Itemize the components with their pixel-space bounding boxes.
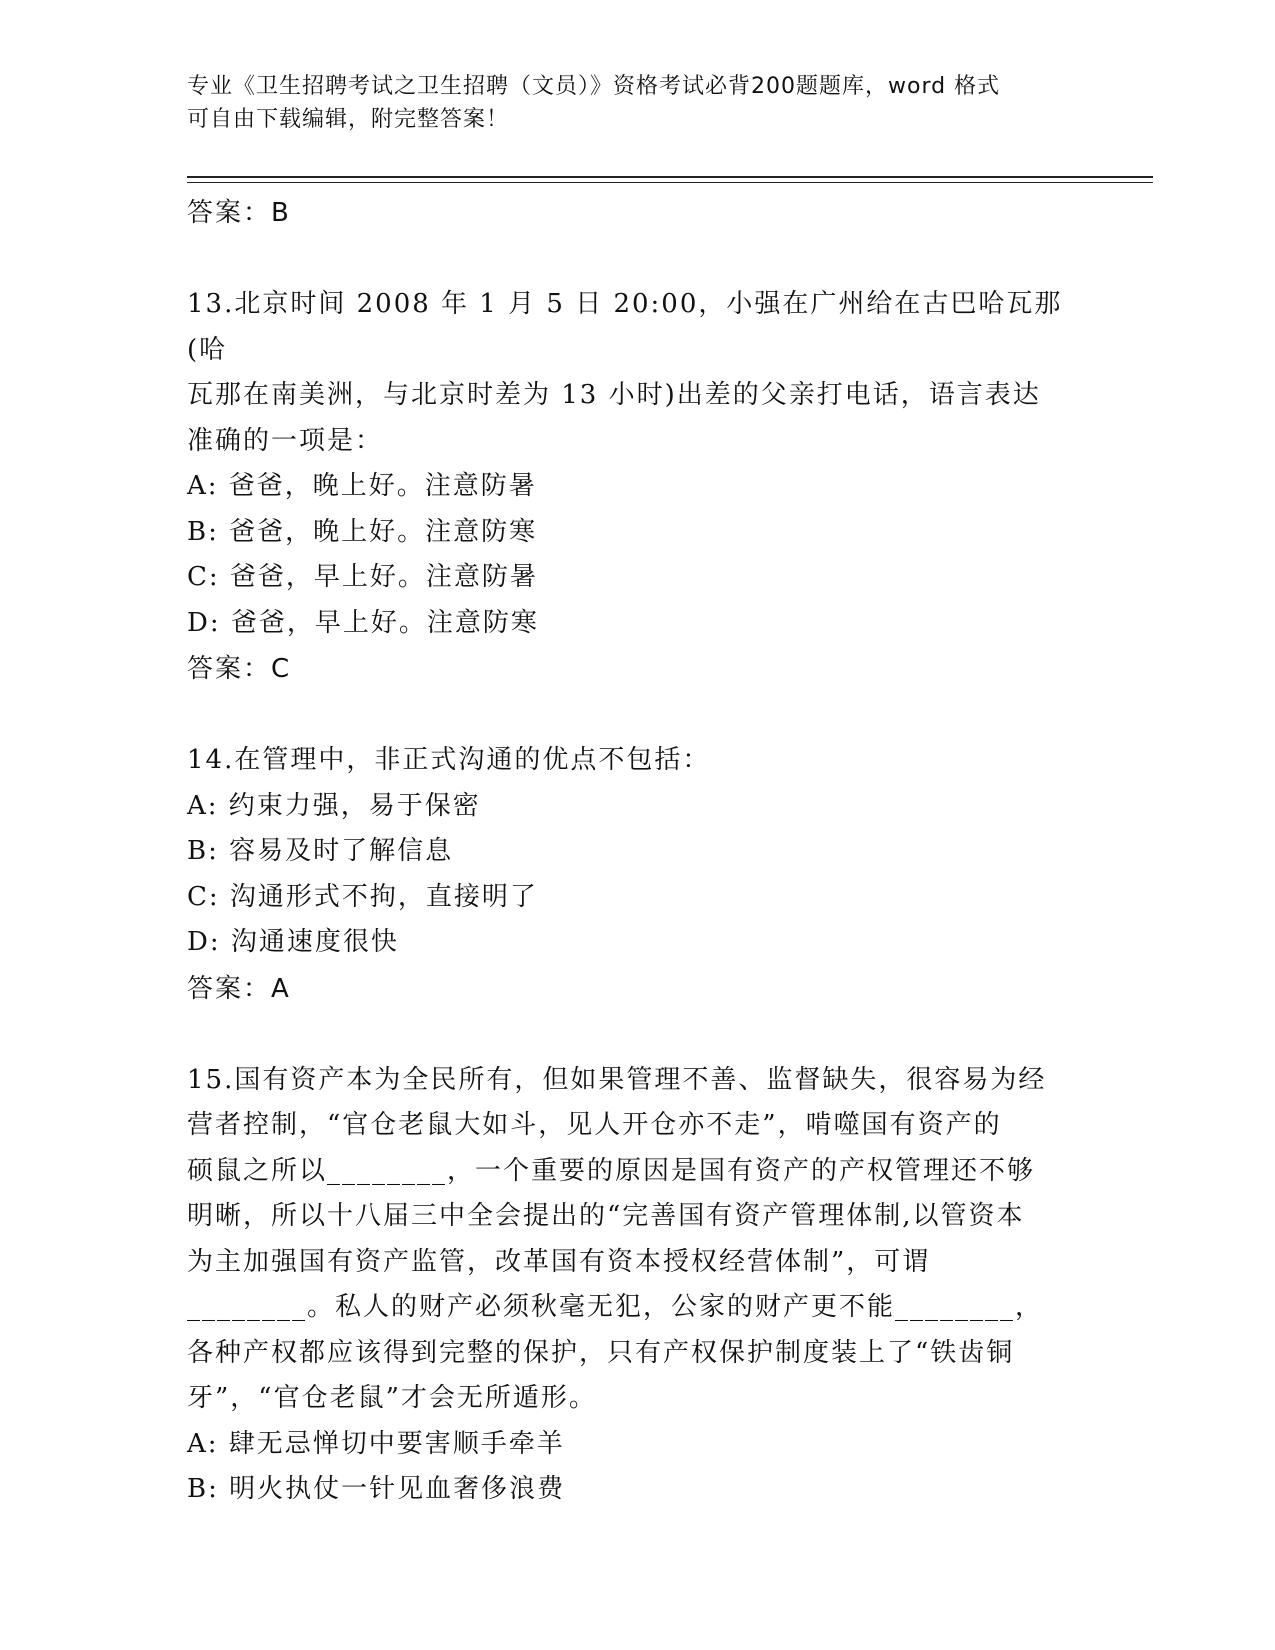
spacer: [187, 692, 1087, 738]
header-rule-thick: [187, 176, 1153, 178]
question-14-option-c: C: 沟通形式不拘，直接明了: [187, 881, 538, 912]
question-13-stem-line: 瓦那在南美洲，与北京时差为 13 小时)出差的父亲打电话，语言表达: [187, 380, 1041, 410]
question-15-stem-line: 各种产权都应该得到完整的保护，只有产权保护制度装上了“铁齿铜: [187, 1337, 1015, 1368]
question-15-stem-line: ________。私人的财产必须秋毫无犯，公家的财产更不能________，: [187, 1292, 1044, 1322]
question-13-stem-line: 准确的一项是：: [187, 425, 384, 456]
question-15-stem-line: 硕鼠之所以________，一个重要的原因是国有资产的产权管理还不够: [187, 1155, 1036, 1186]
question-14-option-d: D: 沟通速度很快: [187, 927, 399, 957]
header-line-1: 专业《卫生招聘考试之卫生招聘（文员）》资格考试必背200题题库，word 格式: [187, 74, 1001, 99]
spacer: [187, 1012, 1087, 1058]
question-13-option-b: B: 爸爸，晚上好。注意防寒: [187, 516, 538, 547]
question-15-stem-line: 营者控制，“官仓老鼠大如斗，见人开仓亦不走”，啃噬国有资产的: [187, 1110, 1002, 1140]
question-14-stem-line: 14.在管理中，非正式沟通的优点不包括：: [187, 745, 711, 775]
question-13-option-d: D: 爸爸，早上好。注意防寒: [187, 607, 539, 638]
header-line-2: 可自由下载编辑，附完整答案！: [187, 107, 510, 132]
question-15-stem-line: 为主加强国有资产监管，改革国有资本授权经营体制”，可谓: [187, 1246, 931, 1277]
previous-answer: 答案：B: [187, 198, 291, 228]
question-15-stem-line: 明晰，所以十八届三中全会提出的“完善国有资产管理体制,以管资本: [187, 1201, 1025, 1231]
question-13-option-c: C: 爸爸，早上好。注意防暑: [187, 562, 538, 592]
question-15-option-a: A: 肆无忌惮切中要害顺手牵羊: [187, 1428, 565, 1459]
question-14: [187, 738, 1087, 966]
question-15-stem-line: 15.国有资产本为全民所有，但如果管理不善、监督缺失，很容易为经: [187, 1064, 1047, 1095]
question-13-answer: 答案：C: [187, 654, 292, 684]
question-15-option-b: B: 明火执仗一针见血奢侈浪费: [187, 1474, 566, 1504]
question-13: [187, 282, 1087, 646]
spacer: [187, 236, 1087, 282]
question-15-stem-line: 牙”，“官仓老鼠”才会无所遁形。: [187, 1383, 597, 1413]
question-15: [187, 1058, 1087, 1513]
header-rule-thin: [187, 182, 1153, 183]
page-header: [187, 70, 1067, 136]
document-body: [187, 190, 1087, 1513]
question-14-option-b: B: 容易及时了解信息: [187, 836, 454, 866]
question-14-answer: 答案：A: [187, 973, 291, 1004]
question-13-stem-line: 13.北京时间 2008 年 1 月 5 日 20:00，小强在广州给在古巴哈瓦那(哈: [187, 289, 1063, 365]
question-13-option-a: A: 爸爸，晚上好。注意防暑: [187, 471, 537, 501]
question-14-option-a: A: 约束力强，易于保密: [187, 790, 481, 821]
